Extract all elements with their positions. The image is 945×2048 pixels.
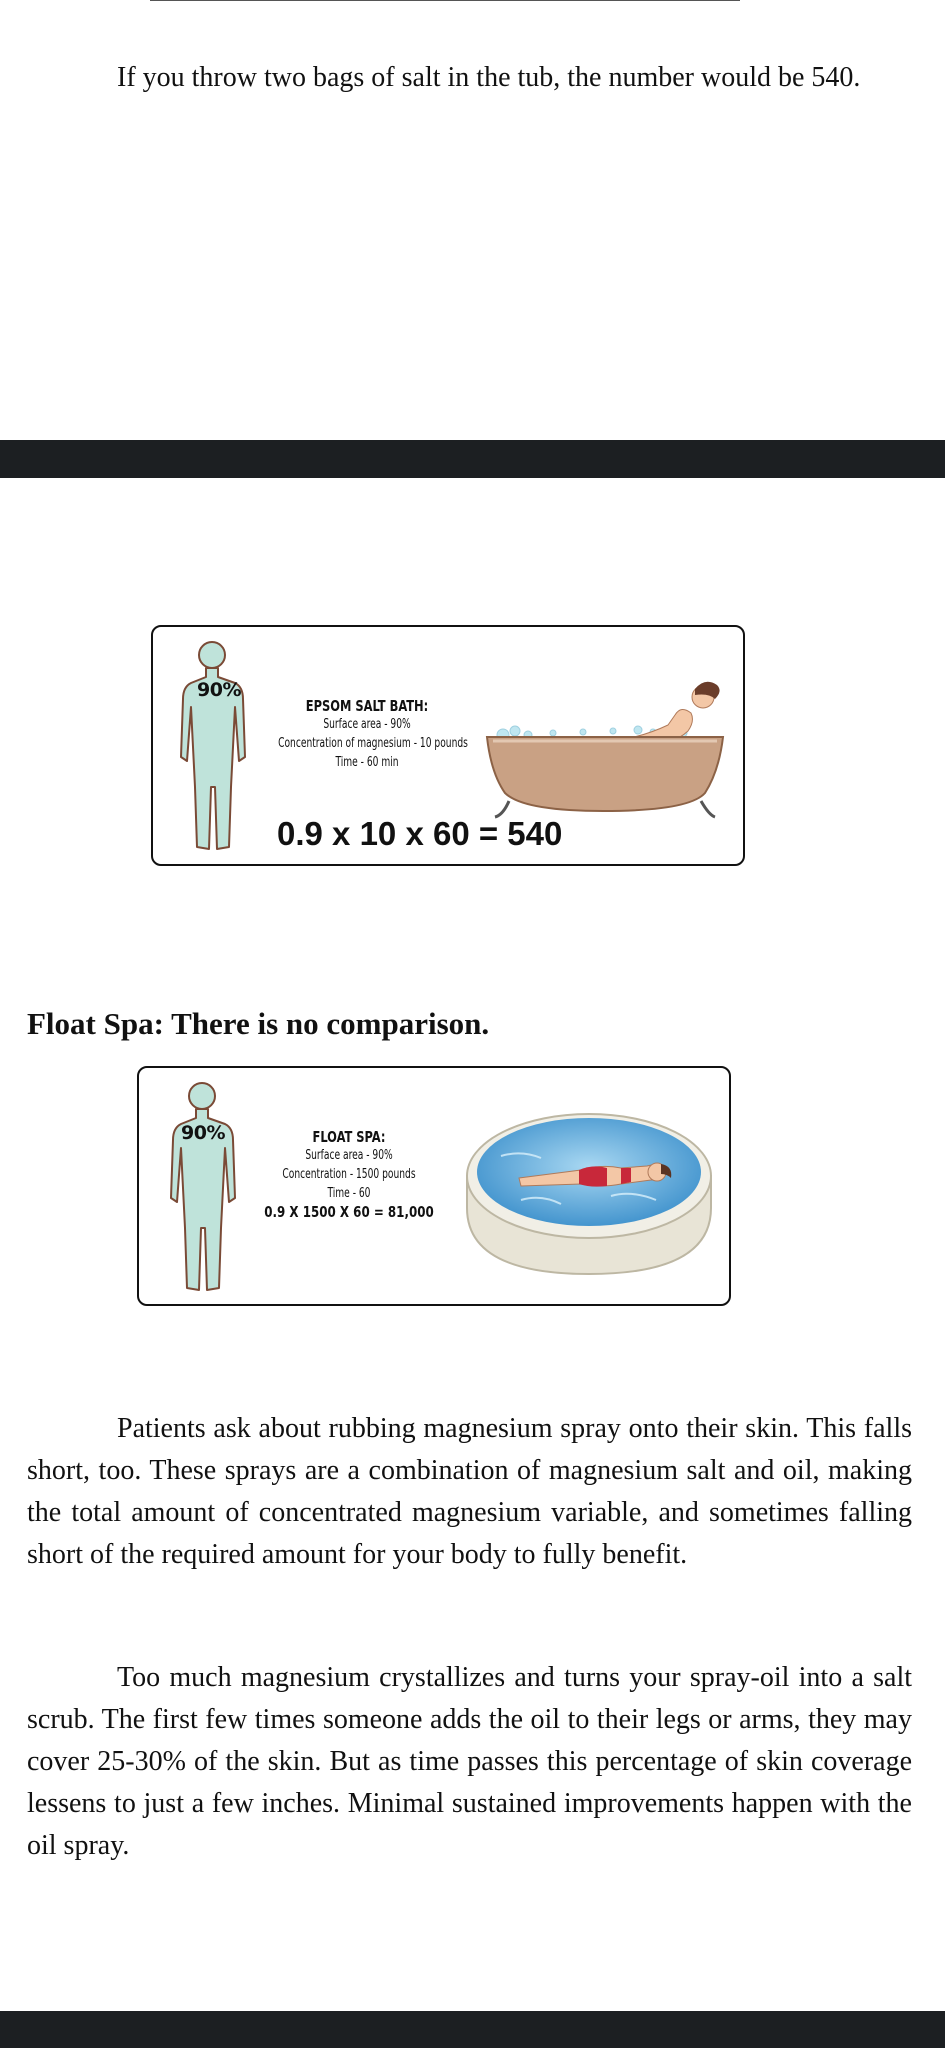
epsom-line: Surface area - 90% <box>323 717 411 732</box>
human-figure-icon <box>163 1078 241 1296</box>
epsom-salt-bath-figure <box>151 625 745 866</box>
float-line: Time - 60 <box>327 1186 371 1201</box>
coverage-label: 90% <box>181 1122 225 1144</box>
epsom-line: Time - 60 min <box>335 755 399 770</box>
epsom-details <box>253 697 481 772</box>
human-figure-icon <box>173 637 251 855</box>
section-band <box>0 2011 945 2048</box>
bathtub-illustration-icon <box>483 675 733 825</box>
float-details <box>249 1128 449 1221</box>
epsom-equation: 0.9 x 10 x 60 = 540 <box>277 815 563 852</box>
epsom-title: EPSOM SALT BATH: <box>305 697 429 715</box>
section-band <box>0 440 945 478</box>
intro-paragraph: If you throw two bags of salt in the tub, the number would be 540. <box>117 62 861 93</box>
top-divider <box>150 0 740 1</box>
float-pool-illustration-icon <box>461 1096 717 1296</box>
float-line: Surface area - 90% <box>305 1148 393 1163</box>
float-line: Concentration - 1500 pounds <box>282 1167 416 1182</box>
float-title: FLOAT SPA: <box>312 1128 386 1146</box>
body-paragraph: Too much magnesium crystallizes and turns your spray-oil into a salt scrub. The first few times someone adds the oil to their legs or arms, they may cover 25-30% of the skin. But as time passes this percentage of skin coverage lessens to just a few inches. Minimal sustained improvements happen with the oil spray. <box>27 1662 912 1861</box>
coverage-label: 90% <box>197 679 241 701</box>
section-heading: Float Spa: There is no comparison. <box>27 1006 490 1041</box>
float-spa-figure <box>137 1066 731 1306</box>
float-equation: 0.9 X 1500 X 60 = 81,000 <box>264 1203 434 1221</box>
body-paragraph: Patients ask about rubbing magnesium spray onto their skin. This falls short, too. These sprays are a combination of magnesium salt and oil, making the total amount of concentrated magnesium variable, and sometimes falling short of the required amount for your body to fully benefit. <box>27 1413 912 1570</box>
epsom-line: Concentration of magnesium - 10 pounds <box>278 736 468 751</box>
